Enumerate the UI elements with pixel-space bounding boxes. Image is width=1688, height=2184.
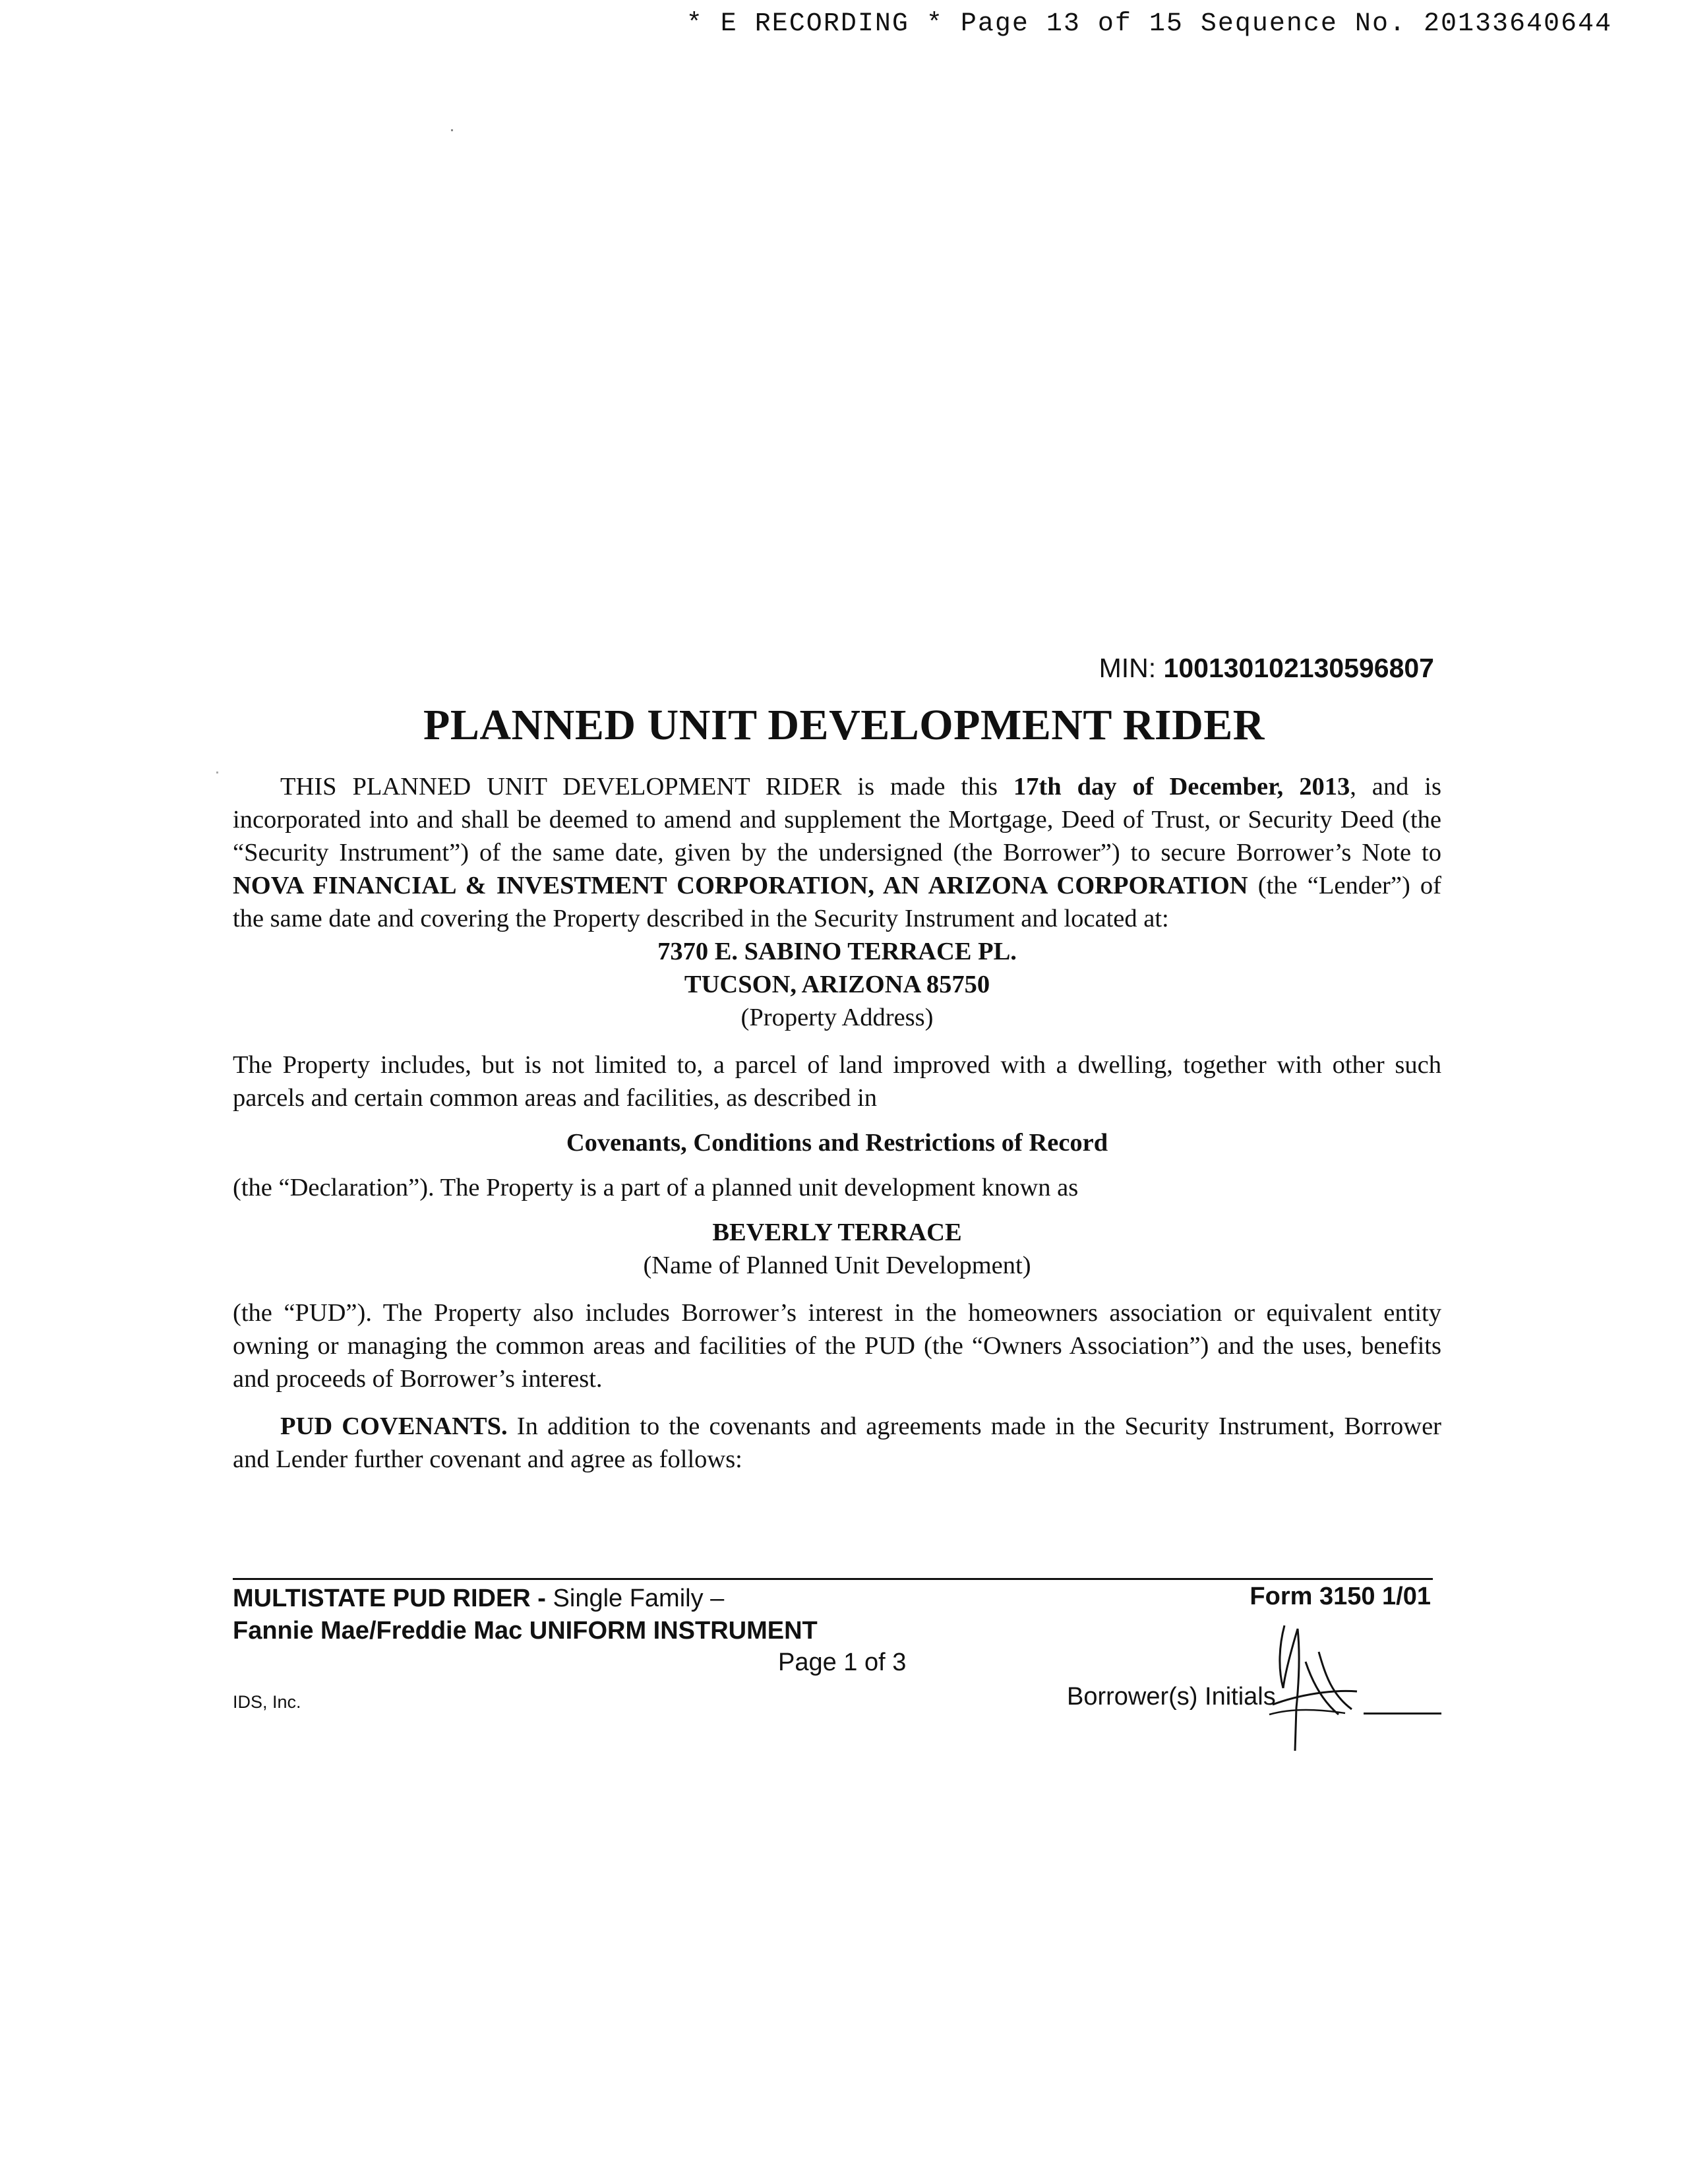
footer-rule [233,1578,1433,1580]
form-number: Form 3150 1/01 [1250,1583,1431,1610]
intro-text: , and is incorporated into and shall be deemed to amend and supplement the Mortgage, Deed of Trust, or Security Deed (the “Security Instrument”) of the same date, given by the undersigned (the Borrower”) to secure Borrower’s Note to [233,773,1441,866]
footer-form-title [233,1585,724,1613]
intro-text: (the “Lender”) of the same date and covering the Property described in the Security Instrument and located at: [233,872,1441,932]
covenants-text: In addition to the covenants and agreements made in the Security Instrument, Borrower and Lender further covenant and agree as follows: [233,1412,1441,1473]
footer-form-title-rest: Single Family – [545,1585,725,1612]
intro-paragraph [233,770,1441,935]
min-number [1099,653,1434,684]
property-paragraph: The Property includes, but is not limited to, a parcel of land improved with a dwelling, together with other such parcels and certain common areas and facilities, as described in [233,1051,1441,1112]
document-body [233,770,1441,1476]
pud-caption: (Name of Planned Unit Development) [643,1252,1031,1279]
scan-speck [216,772,218,774]
address-caption: (Property Address) [740,1004,934,1031]
pud-paragraph: (the “PUD”). The Property also includes Borrower’s interest in the homeowners association or equivalent entity owning or managing the common areas and facilities of the PUD (the “Owners Association”) and the uses, benefits and proceeds of Borrower’s interest. [233,1299,1441,1393]
borrower-initials-signature [1259,1616,1358,1754]
lender-name: NOVA FINANCIAL & INVESTMENT CORPORATION, AN ARIZONA CORPORATION [233,872,1248,899]
address-line-1: 7370 E. SABINO TERRACE PL. [657,938,1017,965]
intro-text: THIS PLANNED UNIT DEVELOPMENT RIDER is made this [280,773,1013,801]
footer-form-title-bold: MULTISTATE PUD RIDER - [233,1585,546,1612]
footer-instrument: Fannie Mae/Freddie Mac UNIFORM INSTRUMENT [233,1617,818,1645]
covenants-paragraph [233,1410,1441,1476]
initials-label: Borrower(s) Initials [1067,1683,1276,1711]
declaration-paragraph: (the “Declaration”). The Property is a part of a planned unit development known as [233,1174,1079,1201]
min-value: 100130102130596807 [1163,653,1434,683]
pud-name: BEVERLY TERRACE [712,1219,962,1246]
second-initials-blank [1364,1713,1441,1714]
rider-date: 17th day of December, 2013 [1013,773,1350,801]
page-number: Page 1 of 3 [778,1649,907,1676]
scan-speck [451,129,453,131]
ids-label: IDS, Inc. [233,1692,301,1712]
covenants-heading: PUD COVENANTS. [280,1412,508,1440]
min-label: MIN: [1099,653,1157,683]
document-title: PLANNED UNIT DEVELOPMENT RIDER [423,701,1265,749]
recording-stamp: * E RECORDING * Page 13 of 15 Sequence No. 20133640644 [686,9,1612,39]
address-line-2: TUCSON, ARIZONA 85750 [684,971,990,998]
declaration-title: Covenants, Conditions and Restrictions of Record [566,1129,1108,1157]
